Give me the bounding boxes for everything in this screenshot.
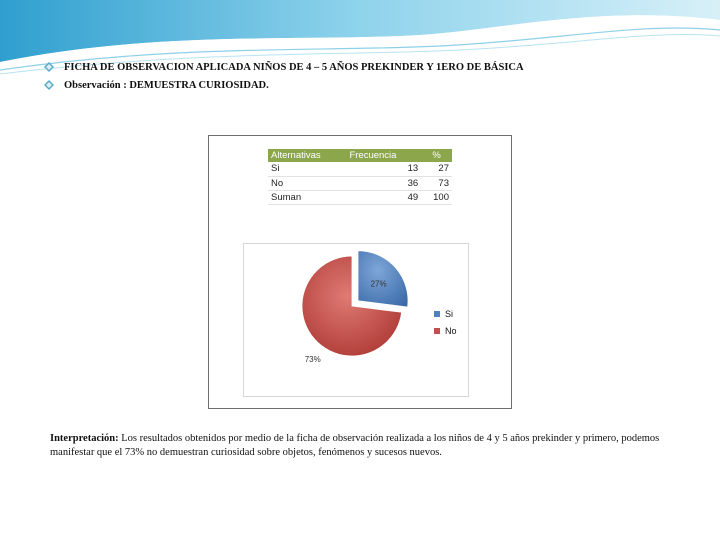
- pie-data-label: 73%: [304, 354, 321, 364]
- chart-legend: [434, 305, 457, 339]
- diamond-bullet-icon: [44, 62, 54, 72]
- interpretation-text: Los resultados obtenidos por medio de la ficha de observación realizada a los niños de 4 y 5 años prekinder y primero, podemos manifestar que el 73% no demuestran curiosidad sobre objetos, fenómenos y sucesos nuevos.: [50, 433, 660, 458]
- table-cell: 49: [346, 190, 421, 204]
- table-cell: Suman: [268, 190, 346, 204]
- table-row: [268, 190, 452, 204]
- table-cell: No: [268, 176, 346, 190]
- table-row: [268, 162, 452, 176]
- column-header: Alternativas: [268, 149, 346, 162]
- table-cell: 100: [421, 190, 452, 204]
- table-cell: 36: [346, 176, 421, 190]
- legend-item: [434, 322, 457, 339]
- table-row: [268, 176, 452, 190]
- frequency-table: [268, 149, 452, 205]
- legend-item: [434, 305, 457, 322]
- table-cell: Si: [268, 162, 346, 176]
- legend-swatch: [434, 328, 440, 334]
- legend-label: Si: [445, 308, 454, 319]
- pie-data-label: 27%: [370, 279, 387, 289]
- column-header: %: [421, 149, 452, 162]
- interpretation-paragraph: [50, 432, 690, 460]
- observation-line: Observación : DEMUESTRA CURIOSIDAD.: [64, 79, 269, 91]
- bullet-row-observation: [44, 76, 704, 94]
- header-bullets: [44, 58, 704, 94]
- table-cell: 73: [421, 176, 452, 190]
- table-header-row: [268, 149, 452, 162]
- legend-label: No: [445, 325, 457, 336]
- column-header: Frecuencia: [346, 149, 421, 162]
- interpretation-label: Interpretación:: [50, 433, 119, 444]
- bullet-row-title: [44, 58, 704, 76]
- diamond-bullet-icon: [44, 80, 54, 90]
- legend-swatch: [434, 311, 440, 317]
- table-cell: 27: [421, 162, 452, 176]
- table-cell: 13: [346, 162, 421, 176]
- sheet-title: FICHA DE OBSERVACION APLICADA NIÑOS DE 4 – 5 AÑOS PREKINDER Y 1ERO DE BÁSICA: [64, 61, 524, 73]
